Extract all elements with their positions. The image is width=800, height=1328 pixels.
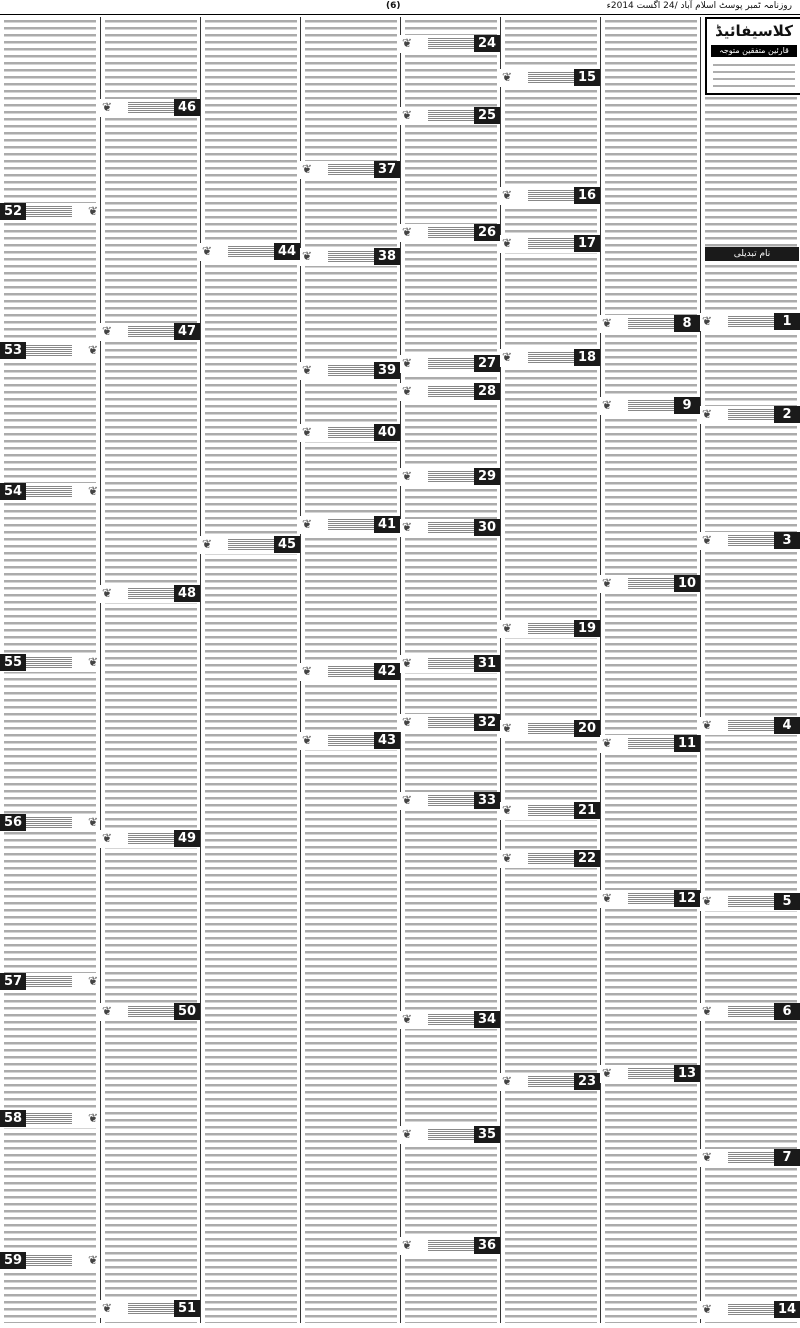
section-number: 36 (474, 1237, 500, 1254)
section-header (500, 850, 600, 868)
leaf-ornament-icon: ❦ (702, 718, 713, 732)
leaf-ornament-icon: ❦ (87, 1253, 98, 1267)
leaf-ornament-icon: ❦ (87, 204, 98, 218)
section-number: 3 (774, 532, 800, 549)
section-header (300, 362, 400, 380)
leaf-ornament-icon: ❦ (602, 576, 613, 590)
section-header (100, 1300, 200, 1318)
section-number: 15 (574, 69, 600, 86)
section-header (600, 397, 700, 415)
text-column (700, 17, 800, 1323)
text-column (200, 17, 301, 1323)
section-rule (18, 657, 72, 669)
leaf-ornament-icon: ❦ (702, 894, 713, 908)
leaf-ornament-icon: ❦ (302, 249, 313, 263)
section-number: 28 (474, 383, 500, 400)
classified-title: کلاسیفائیڈ (715, 22, 793, 40)
section-number: 10 (674, 575, 700, 592)
leaf-ornament-icon: ❦ (502, 621, 513, 635)
section-number: 39 (374, 362, 400, 379)
section-number: 58 (0, 1110, 26, 1127)
section-number: 34 (474, 1011, 500, 1028)
leaf-ornament-icon: ❦ (202, 537, 213, 551)
section-header (700, 406, 800, 424)
leaf-ornament-icon: ❦ (87, 655, 98, 669)
section-header (300, 663, 400, 681)
section-number: 40 (374, 424, 400, 441)
section-header (0, 203, 100, 221)
leaf-ornament-icon: ❦ (602, 1066, 613, 1080)
section-number: 8 (674, 315, 700, 332)
leaf-ornament-icon: ❦ (302, 733, 313, 747)
section-number: 13 (674, 1065, 700, 1082)
column-text (505, 17, 597, 1323)
section-number: 9 (674, 397, 700, 414)
leaf-ornament-icon: ❦ (402, 108, 413, 122)
section-number: 21 (574, 802, 600, 819)
section-number: 41 (374, 516, 400, 533)
section-number: 54 (0, 483, 26, 500)
leaf-ornament-icon: ❦ (702, 407, 713, 421)
section-header (100, 830, 200, 848)
leaf-ornament-icon: ❦ (302, 517, 313, 531)
text-column (100, 17, 201, 1323)
section-number: 46 (174, 99, 200, 116)
column-text (105, 17, 197, 1323)
leaf-ornament-icon: ❦ (102, 586, 113, 600)
leaf-ornament-icon: ❦ (702, 533, 713, 547)
section-number: 48 (174, 585, 200, 602)
text-column (500, 17, 601, 1323)
section-number: 53 (0, 342, 26, 359)
section-rule (18, 1113, 72, 1125)
section-header (100, 99, 200, 117)
section-number: 56 (0, 814, 26, 831)
section-header (0, 483, 100, 501)
leaf-ornament-icon: ❦ (302, 162, 313, 176)
section-header (400, 519, 500, 537)
section-number: 47 (174, 323, 200, 340)
leaf-ornament-icon: ❦ (502, 803, 513, 817)
section-header (700, 717, 800, 735)
leaf-ornament-icon: ❦ (402, 715, 413, 729)
section-header (400, 35, 500, 53)
section-rule (18, 976, 72, 988)
column-text (605, 17, 697, 1323)
section-header (300, 161, 400, 179)
section-number: 57 (0, 973, 26, 990)
section-number: 16 (574, 187, 600, 204)
leaf-ornament-icon: ❦ (502, 70, 513, 84)
leaf-ornament-icon: ❦ (502, 350, 513, 364)
section-header (700, 1301, 800, 1319)
column-text (705, 17, 797, 1323)
section-number: 51 (174, 1300, 200, 1317)
section-rule (18, 486, 72, 498)
section-number: 29 (474, 468, 500, 485)
page-header (0, 0, 800, 15)
dateline: روزنامہ ٹمبر پوسٹ اسلام آباد /24 اگست 2014ء (606, 1, 792, 11)
leaf-ornament-icon: ❦ (402, 36, 413, 50)
section-header (0, 342, 100, 360)
column-text (205, 17, 297, 1323)
section-header (500, 235, 600, 253)
section-header (500, 187, 600, 205)
section-number: 32 (474, 714, 500, 731)
leaf-ornament-icon: ❦ (102, 1004, 113, 1018)
section-number: 27 (474, 355, 500, 372)
section-header (100, 585, 200, 603)
leaf-ornament-icon: ❦ (602, 891, 613, 905)
section-header (500, 620, 600, 638)
section-number: 14 (774, 1301, 800, 1318)
name-change-band: نام تبدیلی (705, 247, 799, 261)
leaf-ornament-icon: ❦ (87, 815, 98, 829)
section-number: 12 (674, 890, 700, 907)
section-number: 43 (374, 732, 400, 749)
section-number: 5 (774, 893, 800, 910)
section-number: 59 (0, 1252, 26, 1269)
section-number: 44 (274, 243, 300, 260)
section-number: 1 (774, 313, 800, 330)
leaf-ornament-icon: ❦ (502, 1074, 513, 1088)
section-header (300, 424, 400, 442)
section-header (400, 355, 500, 373)
section-number: 11 (674, 735, 700, 752)
section-header (300, 732, 400, 750)
section-number: 25 (474, 107, 500, 124)
section-header (400, 383, 500, 401)
section-header (700, 1003, 800, 1021)
section-number: 7 (774, 1149, 800, 1166)
section-header (500, 802, 600, 820)
section-header (500, 349, 600, 367)
leaf-ornament-icon: ❦ (87, 484, 98, 498)
leaf-ornament-icon: ❦ (402, 384, 413, 398)
section-number: 6 (774, 1003, 800, 1020)
section-header (600, 735, 700, 753)
leaf-ornament-icon: ❦ (302, 664, 313, 678)
section-number: 23 (574, 1073, 600, 1090)
leaf-ornament-icon: ❦ (402, 1127, 413, 1141)
section-header (100, 323, 200, 341)
leaf-ornament-icon: ❦ (87, 974, 98, 988)
classified-subtitle: قارئین متفقین متوجہ (711, 45, 797, 57)
section-header (0, 1252, 100, 1270)
section-header (600, 315, 700, 333)
classified-box (705, 17, 800, 95)
section-number: 4 (774, 717, 800, 734)
section-header (400, 1126, 500, 1144)
section-header (400, 107, 500, 125)
section-header (0, 814, 100, 832)
section-header (400, 1237, 500, 1255)
leaf-ornament-icon: ❦ (602, 736, 613, 750)
section-header (600, 575, 700, 593)
leaf-ornament-icon: ❦ (402, 1238, 413, 1252)
section-number: 2 (774, 406, 800, 423)
leaf-ornament-icon: ❦ (102, 324, 113, 338)
leaf-ornament-icon: ❦ (87, 343, 98, 357)
section-header (400, 468, 500, 486)
section-number: 52 (0, 203, 26, 220)
section-number: 18 (574, 349, 600, 366)
section-number: 33 (474, 792, 500, 809)
section-number: 37 (374, 161, 400, 178)
leaf-ornament-icon: ❦ (602, 316, 613, 330)
leaf-ornament-icon: ❦ (502, 721, 513, 735)
leaf-ornament-icon: ❦ (402, 225, 413, 239)
leaf-ornament-icon: ❦ (402, 520, 413, 534)
section-header (400, 655, 500, 673)
section-number: 26 (474, 224, 500, 241)
leaf-ornament-icon: ❦ (402, 656, 413, 670)
leaf-ornament-icon: ❦ (702, 1302, 713, 1316)
section-number: 31 (474, 655, 500, 672)
leaf-ornament-icon: ❦ (702, 1004, 713, 1018)
section-header (600, 1065, 700, 1083)
section-header (400, 224, 500, 242)
leaf-ornament-icon: ❦ (502, 188, 513, 202)
section-number: 38 (374, 248, 400, 265)
leaf-ornament-icon: ❦ (302, 363, 313, 377)
section-header (400, 1011, 500, 1029)
section-rule (18, 206, 72, 218)
leaf-ornament-icon: ❦ (87, 1111, 98, 1125)
leaf-ornament-icon: ❦ (102, 100, 113, 114)
section-header (200, 243, 300, 261)
section-header (400, 792, 500, 810)
section-header (100, 1003, 200, 1021)
section-rule (18, 345, 72, 357)
section-header (0, 1110, 100, 1128)
leaf-ornament-icon: ❦ (402, 469, 413, 483)
leaf-ornament-icon: ❦ (502, 236, 513, 250)
section-header (300, 248, 400, 266)
section-header (500, 720, 600, 738)
section-header (300, 516, 400, 534)
section-header (700, 313, 800, 331)
section-number: 35 (474, 1126, 500, 1143)
leaf-ornament-icon: ❦ (602, 398, 613, 412)
leaf-ornament-icon: ❦ (302, 425, 313, 439)
section-header (700, 893, 800, 911)
leaf-ornament-icon: ❦ (502, 851, 513, 865)
leaf-ornament-icon: ❦ (102, 1301, 113, 1315)
section-rule (18, 1255, 72, 1267)
section-number: 20 (574, 720, 600, 737)
leaf-ornament-icon: ❦ (102, 831, 113, 845)
section-header (400, 714, 500, 732)
section-header (500, 69, 600, 87)
section-header (700, 532, 800, 550)
page-number: (6) (386, 1, 401, 11)
section-number: 42 (374, 663, 400, 680)
section-header (500, 1073, 600, 1091)
section-header (200, 536, 300, 554)
text-column (600, 17, 701, 1323)
leaf-ornament-icon: ❦ (402, 1012, 413, 1026)
section-number: 17 (574, 235, 600, 252)
leaf-ornament-icon: ❦ (702, 314, 713, 328)
classified-text (713, 61, 795, 89)
leaf-ornament-icon: ❦ (402, 356, 413, 370)
section-number: 24 (474, 35, 500, 52)
section-header (0, 973, 100, 991)
section-number: 55 (0, 654, 26, 671)
leaf-ornament-icon: ❦ (402, 793, 413, 807)
section-number: 19 (574, 620, 600, 637)
section-rule (18, 817, 72, 829)
section-number: 50 (174, 1003, 200, 1020)
section-header (700, 1149, 800, 1167)
section-number: 45 (274, 536, 300, 553)
section-header (600, 890, 700, 908)
section-number: 22 (574, 850, 600, 867)
section-number: 30 (474, 519, 500, 536)
section-header (0, 654, 100, 672)
leaf-ornament-icon: ❦ (702, 1150, 713, 1164)
section-number: 49 (174, 830, 200, 847)
leaf-ornament-icon: ❦ (202, 244, 213, 258)
